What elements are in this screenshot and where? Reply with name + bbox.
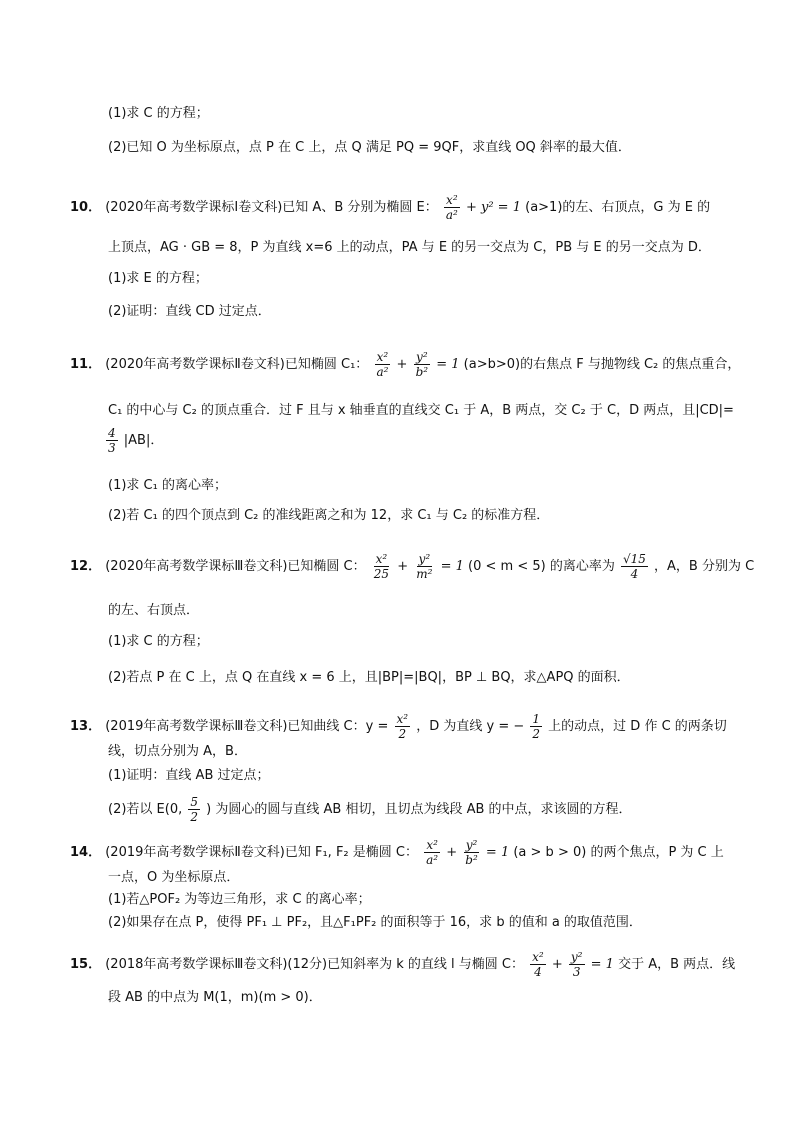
q10-text-a-tail: (a>1)的左、右顶点，G 为 E 的 — [525, 200, 711, 215]
q12-stem-line2: 的左、右顶点． — [108, 603, 200, 618]
q13-part1: (1)证明：直线 AB 过定点； — [108, 768, 270, 783]
q14-stem-line2: 一点，O 为坐标原点． — [108, 870, 240, 885]
q14-stem-line1: 14． (2019年高考数学课标Ⅱ卷文科)已知 F₁, F₂ 是椭圆 C： $\frac{\text{x²}}{\text{a²}}$ + $\frac{\text{y²}}{\text{b²}}$ = 1 (a > b > 0) 的两个焦点，P 为 C 上 — [70, 838, 724, 867]
q14-part2: (2)如果存在点 P，使得 PF₁ ⊥ PF₂，且△F₁PF₂ 的面积等于 16，求 b 的值和 a 的取值范围． — [108, 915, 642, 930]
q13-stem-line1: 13． (2019年高考数学课标Ⅲ卷文科)已知曲线 C：y = $\frac{\text{x²}}{2}$ ，D 为直线 y = − $\frac{1}{2}$ 上的动点，过 D 作 C 的两条切 — [70, 712, 727, 741]
q11-part2: (2)若 C₁ 的四个顶点到 C₂ 的准线距离之和为 12，求 C₁ 与 C₂ 的标准方程． — [108, 508, 550, 523]
q11-stem-line2: C₁ 的中心与 C₂ 的顶点重合．过 F 且与 x 轴垂直的直线交 C₁ 于 A，B 两点，交 C₂ 于 C，D 两点，且|CD|= — [108, 403, 734, 418]
q12-part1: (1)求 C 的方程； — [108, 634, 209, 649]
q14-part1: (1)若△POF₂ 为等边三角形，求 C 的离心率； — [108, 892, 371, 907]
q11-stem-line3: $\frac{4}{3}$ |AB|． — [108, 426, 164, 455]
q9-part2: (2)已知 O 为坐标原点，点 P 在 C 上，点 Q 满足 PQ = 9QF，求直线 OQ 斜率的最大值． — [108, 140, 631, 155]
q10-stem-line2: 上顶点，AG · GB = 8，P 为直线 x=6 上的动点，PA 与 E 的另一交点为 C，PB 与 E 的另一交点为 D． — [108, 240, 711, 255]
q10-part1: (1)求 E 的方程； — [108, 271, 208, 286]
q15-stem-line1: 15． (2018年高考数学课标Ⅲ卷文科)(12分)已知斜率为 k 的直线 l 与椭圆 C： $\frac{\text{x²}}{4}$ + $\frac{\text{y²}}{3}$ = 1 交于 A，B 两点．线 — [70, 950, 736, 979]
q10-fraction-x2-a2: $\frac{\text{x²}}{\text{a²}}$ — [445, 193, 458, 222]
q10-part2: (2)证明：直线 CD 过定点． — [108, 304, 271, 319]
q11-part1: (1)求 C₁ 的离心率； — [108, 478, 227, 493]
q10-number: 10． — [70, 200, 102, 215]
q10-text-a: (2020年高考数学课标Ⅰ卷文科)已知 A、B 分别为椭圆 E： — [105, 200, 438, 215]
q15-stem-line2: 段 AB 的中点为 M(1，m)(m > 0)． — [108, 990, 322, 1005]
q13-stem-line2: 线，切点分别为 A，B． — [108, 744, 247, 759]
q11-stem-line1: 11． (2020年高考数学课标Ⅱ卷文科)已知椭圆 C₁： $\frac{\text{x²}}{\text{a²}}$ + $\frac{\text{y²}}{\text{b²}}$ = 1 (a>b>0)的右焦点 F 与抛物线 C₂ 的焦点重合， — [70, 350, 741, 379]
q10-stem-line1: 10． (2020年高考数学课标Ⅰ卷文科)已知 A、B 分别为椭圆 E： $\frac{\text{x²}}{\text{a²}}$ + y² = 1 (a>1)的左、右顶点，G 为 E 的 — [70, 193, 711, 222]
q13-part2: (2)若以 E(0, $\frac{5}{2}$ ) 为圆心的圆与直线 AB 相切，且切点为线段 AB 的中点，求该圆的方程． — [108, 795, 632, 824]
q12-stem-line1: 12． (2020年高考数学课标Ⅲ卷文科)已知椭圆 C： $\frac{\text{x²}}{25}$ + $\frac{\text{y²}}{\text{m²}}$ = 1 (0 < m < 5) 的离心率为 $\frac{√15}{4}$ ，A，B 分别为 C — [70, 552, 755, 581]
q9-part1: (1)求 C 的方程； — [108, 106, 209, 121]
q12-part2: (2)若点 P 在 C 上，点 Q 在直线 x = 6 上，且|BP|=|BQ|，BP ⊥ BQ，求△APQ 的面积． — [108, 670, 630, 685]
